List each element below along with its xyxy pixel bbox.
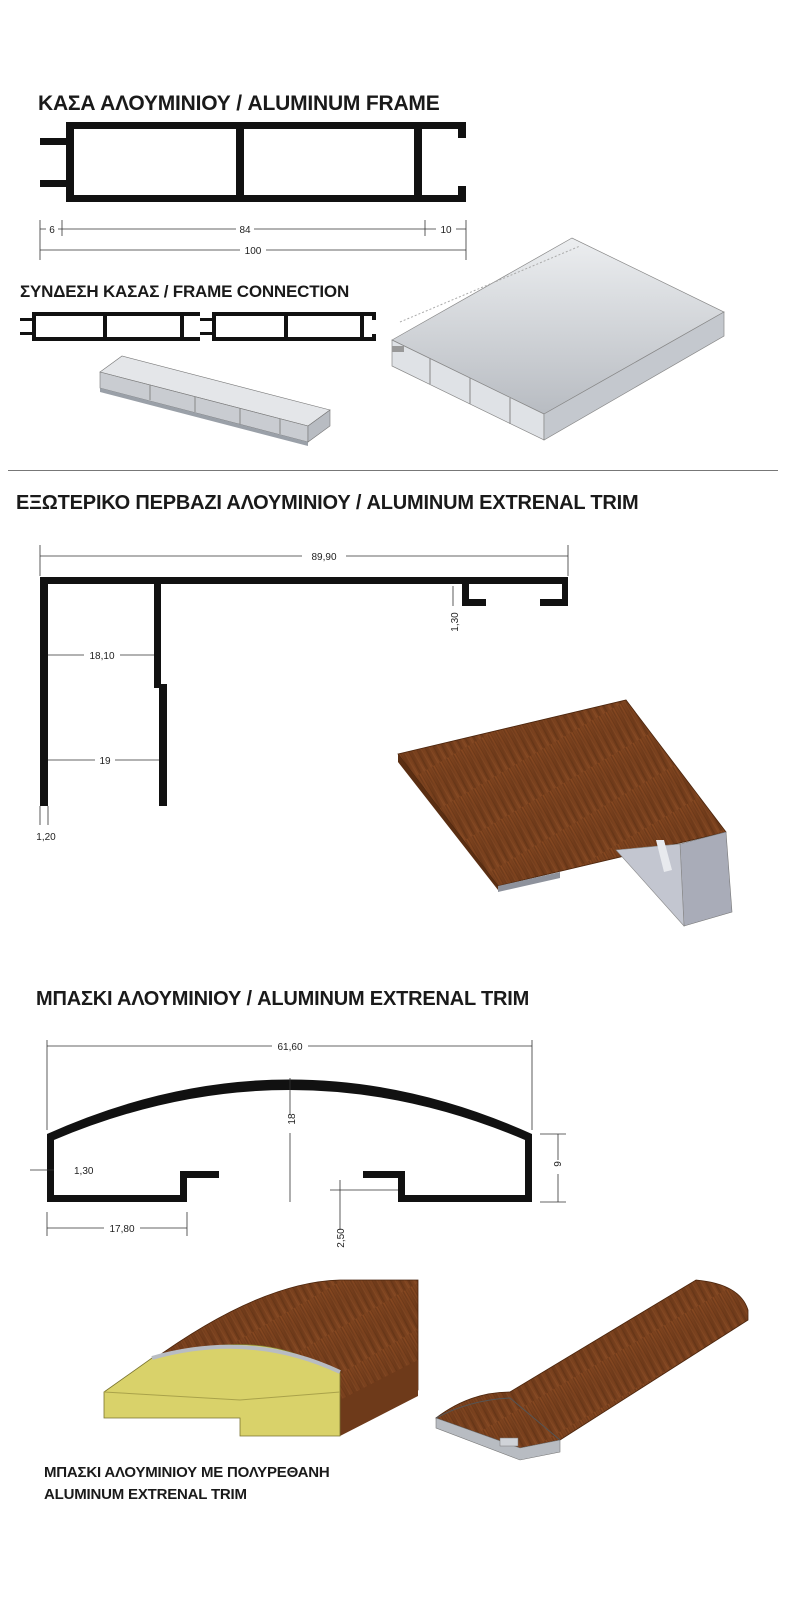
baski-3d-render	[436, 1280, 748, 1460]
baski-title: ΜΠΑΣΚΙ ΑΛΟΥΜΙΝΙΟΥ / ALUMINUM EXTRENAL TRIM	[36, 988, 530, 1010]
baski-dim-slot: 2,50	[336, 1228, 347, 1248]
external-trim-3d-render	[398, 700, 732, 926]
frame-dim-middle: 84	[239, 225, 251, 236]
frame-dim-right: 10	[440, 225, 452, 236]
trim-dim-inner-bottom: 19	[99, 756, 111, 767]
baski-profile	[47, 1080, 532, 1203]
frame-profile	[40, 122, 466, 202]
baski-dimensions	[30, 1040, 566, 1236]
baski-dim-width: 61,60	[277, 1042, 303, 1053]
trim-dim-lip: 1,30	[450, 612, 461, 632]
baski-dim-wall: 1,30	[74, 1166, 94, 1177]
baski-dim-foot: 17,80	[109, 1224, 135, 1235]
connection-profile	[20, 312, 376, 341]
frame-3d-render	[392, 238, 724, 440]
baski-pu-title-line2: ALUMINUM EXTRENAL TRIM	[44, 1486, 247, 1503]
frame-connection-title: ΣΥΝΔΕΣΗ ΚΑΣΑΣ / FRAME CONNECTION	[20, 282, 350, 301]
baski-dim-side: 9	[553, 1161, 564, 1167]
trim-dim-inner-top: 18,10	[89, 651, 115, 662]
frame-dim-total: 100	[244, 246, 262, 257]
baski-pu-title-line1: ΜΠΑΣΚΙ ΑΛΟΥΜΙΝΙΟΥ ΜΕ ΠΟΛΥΡΕΘΑΝΗ	[44, 1464, 330, 1481]
connection-3d-render	[100, 356, 330, 446]
trim-dim-width: 89,90	[311, 552, 337, 563]
aluminum-frame-title: ΚΑΣΑ ΑΛΟΥΜΙΝΙΟΥ / ALUMINUM FRAME	[38, 92, 440, 115]
trim-dim-wall: 1,20	[36, 832, 56, 843]
frame-dim-left: 6	[49, 225, 55, 236]
external-trim-title: ΕΞΩΤΕΡΙΚΟ ΠΕΡΒΑΖΙ ΑΛΟΥΜΙΝΙΟΥ / ALUMINUM EXTRENAL TRIM	[16, 492, 639, 514]
baski-dim-height: 18	[287, 1113, 298, 1125]
baski-pu-3d-render	[104, 1280, 418, 1436]
